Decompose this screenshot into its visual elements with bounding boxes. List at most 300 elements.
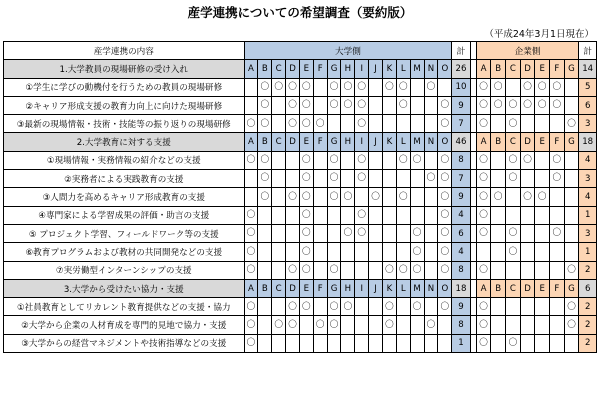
item-comp-total: 2	[579, 334, 597, 352]
comp-mark: 〇	[550, 170, 565, 188]
univ-mark: 〇	[258, 188, 272, 206]
univ-mark: 〇	[272, 78, 286, 96]
univ-letter: I	[355, 279, 369, 297]
univ-mark: 〇	[299, 151, 313, 169]
comp-mark	[491, 261, 506, 279]
univ-letter: L	[396, 60, 410, 78]
univ-mark	[438, 316, 452, 334]
univ-mark	[396, 243, 410, 261]
item-label: ⑦実労働型インターンシップの支援	[4, 261, 245, 279]
comp-letter: D	[520, 279, 535, 297]
comp-mark	[550, 334, 565, 352]
univ-mark: 〇	[258, 78, 272, 96]
univ-letter: J	[369, 60, 383, 78]
univ-letter: I	[355, 133, 369, 151]
univ-mark: 〇	[341, 78, 355, 96]
comp-mark: 〇	[535, 78, 550, 96]
item-label: ②大学から企業の人材育成を専門的見地で協力・支援	[4, 316, 245, 334]
univ-letter: F	[313, 60, 327, 78]
univ-mark	[396, 298, 410, 316]
comp-mark	[520, 243, 535, 261]
comp-mark: 〇	[520, 96, 535, 114]
univ-mark: 〇	[341, 188, 355, 206]
univ-mark	[286, 206, 300, 224]
univ-mark: 〇	[355, 78, 369, 96]
univ-mark: 〇	[383, 78, 397, 96]
univ-mark	[369, 316, 383, 334]
item-row	[4, 316, 597, 334]
univ-mark	[286, 170, 300, 188]
univ-mark	[424, 298, 438, 316]
univ-mark	[424, 96, 438, 114]
univ-mark	[258, 243, 272, 261]
univ-mark	[341, 170, 355, 188]
univ-letter: I	[355, 60, 369, 78]
univ-letter: H	[341, 279, 355, 297]
comp-mark	[520, 206, 535, 224]
univ-mark: 〇	[244, 243, 258, 261]
univ-mark: 〇	[327, 170, 341, 188]
survey-table	[3, 41, 597, 353]
comp-mark	[550, 188, 565, 206]
univ-letter: D	[286, 279, 300, 297]
comp-mark	[491, 224, 506, 242]
comp-mark: 〇	[520, 151, 535, 169]
univ-mark	[355, 188, 369, 206]
item-row	[4, 298, 597, 316]
univ-mark: 〇	[438, 206, 452, 224]
univ-letter: B	[258, 279, 272, 297]
comp-mark: 〇	[520, 188, 535, 206]
univ-mark	[355, 243, 369, 261]
univ-mark: 〇	[341, 298, 355, 316]
univ-mark	[396, 115, 410, 133]
univ-mark: 〇	[299, 188, 313, 206]
univ-mark	[313, 298, 327, 316]
univ-mark	[369, 151, 383, 169]
univ-mark	[424, 188, 438, 206]
comp-mark	[520, 316, 535, 334]
univ-letter: M	[410, 133, 424, 151]
univ-mark	[244, 96, 258, 114]
univ-letter: K	[383, 279, 397, 297]
section-comp-total: 14	[579, 60, 597, 78]
item-label: ①現場情報・実務情報の紹介などの支援	[4, 151, 245, 169]
univ-mark	[258, 206, 272, 224]
univ-mark: 〇	[341, 224, 355, 242]
univ-letter: G	[327, 279, 341, 297]
content-header: 産学連携の内容	[4, 42, 245, 60]
univ-mark	[313, 224, 327, 242]
univ-letter: E	[299, 279, 313, 297]
comp-mark	[476, 243, 491, 261]
comp-letter: F	[550, 133, 565, 151]
comp-mark	[520, 334, 535, 352]
item-comp-total: 3	[579, 224, 597, 242]
univ-letter: G	[327, 60, 341, 78]
univ-letter: N	[424, 60, 438, 78]
univ-mark	[327, 206, 341, 224]
comp-letter: G	[564, 279, 579, 297]
item-univ-total: 4	[452, 243, 470, 261]
univ-letter: O	[438, 133, 452, 151]
comp-mark	[491, 298, 506, 316]
survey-date: （平成24年3月1日現在）	[484, 29, 594, 40]
comp-mark	[564, 170, 579, 188]
item-comp-total: 1	[579, 243, 597, 261]
comp-mark: 〇	[476, 115, 491, 133]
item-comp-total: 1	[579, 206, 597, 224]
univ-mark	[327, 115, 341, 133]
univ-mark: 〇	[383, 316, 397, 334]
univ-mark: 〇	[396, 188, 410, 206]
univ-mark: 〇	[355, 170, 369, 188]
comp-letter: C	[506, 279, 521, 297]
univ-letter: J	[369, 279, 383, 297]
item-label: ①社員教育としてリカレント教育提供などの支援・協力	[4, 298, 245, 316]
item-comp-total: 3	[579, 170, 597, 188]
comp-mark: 〇	[476, 224, 491, 242]
univ-mark	[424, 261, 438, 279]
comp-letter: A	[476, 133, 491, 151]
comp-mark: 〇	[491, 188, 506, 206]
comp-mark	[564, 206, 579, 224]
univ-mark: 〇	[299, 96, 313, 114]
univ-mark: 〇	[299, 170, 313, 188]
univ-mark: 〇	[438, 188, 452, 206]
comp-mark	[520, 170, 535, 188]
univ-mark: 〇	[327, 151, 341, 169]
comp-mark	[550, 261, 565, 279]
univ-mark: 〇	[244, 115, 258, 133]
univ-mark: 〇	[299, 243, 313, 261]
comp-mark	[550, 115, 565, 133]
univ-total-header: 計	[452, 42, 470, 60]
comp-mark	[535, 298, 550, 316]
univ-mark: 〇	[286, 261, 300, 279]
comp-mark: 〇	[491, 78, 506, 96]
item-label: ⑥教育プログラムおよび教材の共同開発などの支援	[4, 243, 245, 261]
univ-mark: 〇	[286, 316, 300, 334]
univ-mark	[286, 224, 300, 242]
comp-mark	[550, 243, 565, 261]
comp-mark	[520, 261, 535, 279]
univ-letter: K	[383, 60, 397, 78]
comp-mark	[535, 151, 550, 169]
univ-mark	[369, 96, 383, 114]
univ-mark	[396, 206, 410, 224]
univ-mark	[410, 334, 424, 352]
comp-mark	[506, 261, 521, 279]
comp-mark	[491, 243, 506, 261]
univ-mark: 〇	[327, 96, 341, 114]
item-label: ④専門家による学習成果の評価・助言の支援	[4, 206, 245, 224]
univ-letter: D	[286, 133, 300, 151]
univ-mark	[313, 96, 327, 114]
item-comp-total: 4	[579, 151, 597, 169]
comp-letter: G	[564, 133, 579, 151]
comp-mark	[535, 115, 550, 133]
univ-mark: 〇	[396, 151, 410, 169]
comp-mark: 〇	[564, 298, 579, 316]
univ-mark: 〇	[299, 78, 313, 96]
item-comp-total: 6	[579, 96, 597, 114]
univ-mark: 〇	[299, 224, 313, 242]
comp-mark	[506, 206, 521, 224]
comp-mark	[491, 206, 506, 224]
item-label: ③大学からの経営マネジメントや技術指導などの支援	[4, 334, 245, 352]
comp-mark: 〇	[476, 261, 491, 279]
univ-letter: F	[313, 279, 327, 297]
univ-mark	[369, 206, 383, 224]
univ-mark	[424, 224, 438, 242]
univ-mark	[396, 334, 410, 352]
univ-mark	[313, 170, 327, 188]
item-label: ②実務者による実践教育の支援	[4, 170, 245, 188]
comp-mark: 〇	[564, 261, 579, 279]
comp-mark	[564, 151, 579, 169]
univ-mark	[341, 151, 355, 169]
univ-mark	[410, 316, 424, 334]
page-title: 産学連携についての希望調査（要約版）	[187, 5, 413, 20]
comp-mark	[535, 334, 550, 352]
univ-letter: C	[272, 133, 286, 151]
univ-mark	[327, 243, 341, 261]
univ-mark: 〇	[355, 151, 369, 169]
item-comp-total: 2	[579, 298, 597, 316]
univ-mark: 〇	[327, 78, 341, 96]
univ-mark	[383, 96, 397, 114]
univ-mark	[355, 334, 369, 352]
item-univ-total: 4	[452, 206, 470, 224]
univ-mark: 〇	[313, 316, 327, 334]
univ-mark: 〇	[327, 316, 341, 334]
item-row	[4, 96, 597, 114]
comp-mark	[564, 78, 579, 96]
item-comp-total: 5	[579, 78, 597, 96]
univ-mark	[369, 115, 383, 133]
univ-letter: H	[341, 60, 355, 78]
univ-mark	[258, 224, 272, 242]
univ-mark: 〇	[424, 316, 438, 334]
univ-mark	[313, 151, 327, 169]
comp-mark	[491, 334, 506, 352]
univ-header: 大学側	[244, 42, 452, 60]
comp-mark	[535, 261, 550, 279]
univ-mark	[313, 243, 327, 261]
comp-mark: 〇	[520, 78, 535, 96]
comp-letter: B	[491, 279, 506, 297]
section-comp-total: 18	[579, 133, 597, 151]
univ-mark: 〇	[244, 334, 258, 352]
univ-mark	[258, 334, 272, 352]
univ-mark: 〇	[258, 115, 272, 133]
univ-mark: 〇	[410, 298, 424, 316]
comp-mark: 〇	[506, 224, 521, 242]
univ-mark: 〇	[355, 96, 369, 114]
section-row	[4, 279, 597, 297]
item-univ-total: 6	[452, 224, 470, 242]
comp-mark	[506, 78, 521, 96]
item-comp-total: 2	[579, 316, 597, 334]
univ-mark	[410, 115, 424, 133]
comp-mark: 〇	[476, 96, 491, 114]
section-row	[4, 133, 597, 151]
comp-mark	[550, 206, 565, 224]
univ-mark	[396, 170, 410, 188]
univ-mark	[272, 115, 286, 133]
comp-mark: 〇	[506, 96, 521, 114]
item-label: ⑤ プロジェクト学習、フィールドワーク等の支援	[4, 224, 245, 242]
section-title: 1.大学教員の現場研修の受け入れ	[4, 60, 245, 78]
univ-mark	[383, 188, 397, 206]
univ-mark	[383, 334, 397, 352]
item-univ-total: 1	[452, 334, 470, 352]
univ-letter: L	[396, 279, 410, 297]
univ-mark: 〇	[244, 206, 258, 224]
univ-mark: 〇	[438, 96, 452, 114]
comp-mark: 〇	[550, 224, 565, 242]
univ-mark	[272, 188, 286, 206]
univ-mark	[410, 170, 424, 188]
univ-mark: 〇	[383, 298, 397, 316]
comp-mark: 〇	[550, 78, 565, 96]
univ-mark	[383, 224, 397, 242]
univ-mark: 〇	[286, 96, 300, 114]
univ-mark	[272, 151, 286, 169]
univ-mark	[272, 243, 286, 261]
univ-mark	[383, 151, 397, 169]
comp-mark	[535, 170, 550, 188]
univ-mark: 〇	[438, 298, 452, 316]
univ-mark: 〇	[424, 170, 438, 188]
univ-mark: 〇	[410, 151, 424, 169]
section-row	[4, 60, 597, 78]
univ-letter: F	[313, 133, 327, 151]
item-row	[4, 206, 597, 224]
section-univ-total: 18	[452, 279, 470, 297]
comp-mark	[564, 243, 579, 261]
univ-mark: 〇	[286, 188, 300, 206]
univ-mark	[369, 261, 383, 279]
item-label: ②キャリア形成支援の教育力向上に向けた現場研修	[4, 96, 245, 114]
comp-mark	[520, 298, 535, 316]
univ-mark	[383, 243, 397, 261]
univ-mark	[244, 188, 258, 206]
univ-mark: 〇	[258, 151, 272, 169]
univ-mark: 〇	[369, 188, 383, 206]
univ-mark	[313, 206, 327, 224]
univ-mark	[383, 170, 397, 188]
comp-letter: C	[506, 60, 521, 78]
section-title: 3.大学から受けたい協力・支援	[4, 279, 245, 297]
univ-mark	[424, 115, 438, 133]
univ-mark	[272, 96, 286, 114]
item-row	[4, 151, 597, 169]
univ-mark: 〇	[327, 298, 341, 316]
univ-mark	[313, 261, 327, 279]
comp-letter: F	[550, 279, 565, 297]
univ-mark: 〇	[438, 224, 452, 242]
univ-mark: 〇	[286, 298, 300, 316]
univ-mark: 〇	[299, 298, 313, 316]
comp-letter: A	[476, 60, 491, 78]
univ-mark	[286, 243, 300, 261]
univ-mark	[244, 78, 258, 96]
item-univ-total: 10	[452, 78, 470, 96]
comp-mark	[506, 316, 521, 334]
univ-letter: A	[244, 60, 258, 78]
item-comp-total: 3	[579, 115, 597, 133]
comp-letter: B	[491, 133, 506, 151]
item-row	[4, 78, 597, 96]
item-row	[4, 224, 597, 242]
univ-mark: 〇	[244, 316, 258, 334]
univ-letter: D	[286, 60, 300, 78]
section-univ-total: 46	[452, 133, 470, 151]
comp-mark	[491, 151, 506, 169]
item-label: ③人間力を高めるキャリア形成教育の支援	[4, 188, 245, 206]
comp-mark	[535, 206, 550, 224]
univ-mark	[313, 188, 327, 206]
item-row	[4, 243, 597, 261]
comp-mark	[564, 96, 579, 114]
univ-mark: 〇	[258, 170, 272, 188]
item-row	[4, 261, 597, 279]
univ-mark: 〇	[355, 224, 369, 242]
comp-mark: 〇	[476, 78, 491, 96]
univ-mark	[410, 96, 424, 114]
univ-letter: A	[244, 279, 258, 297]
univ-mark	[369, 334, 383, 352]
univ-mark: 〇	[299, 206, 313, 224]
item-univ-total: 8	[452, 151, 470, 169]
univ-mark: 〇	[383, 261, 397, 279]
univ-letter: G	[327, 133, 341, 151]
comp-mark	[491, 170, 506, 188]
univ-letter: J	[369, 133, 383, 151]
comp-mark	[550, 316, 565, 334]
univ-mark: 〇	[286, 115, 300, 133]
univ-letter: O	[438, 60, 452, 78]
univ-mark: 〇	[327, 188, 341, 206]
univ-mark	[424, 334, 438, 352]
univ-mark: 〇	[438, 151, 452, 169]
univ-mark: 〇	[410, 243, 424, 261]
section-title: 2.大学教育に対する支援	[4, 133, 245, 151]
univ-mark: 〇	[438, 243, 452, 261]
univ-mark: 〇	[355, 115, 369, 133]
univ-mark: 〇	[244, 151, 258, 169]
item-label: ①学生に学びの動機付を行うための教員の現場研修	[4, 78, 245, 96]
univ-letter: N	[424, 133, 438, 151]
comp-letter: E	[535, 279, 550, 297]
comp-mark: 〇	[476, 188, 491, 206]
univ-mark	[410, 188, 424, 206]
comp-mark: 〇	[506, 170, 521, 188]
item-row	[4, 188, 597, 206]
comp-mark	[535, 316, 550, 334]
univ-mark	[327, 224, 341, 242]
comp-mark	[520, 224, 535, 242]
univ-mark: 〇	[299, 115, 313, 133]
univ-mark	[299, 316, 313, 334]
univ-mark	[369, 243, 383, 261]
univ-mark	[327, 334, 341, 352]
comp-mark: 〇	[506, 334, 521, 352]
univ-mark	[272, 261, 286, 279]
comp-mark: 〇	[550, 151, 565, 169]
